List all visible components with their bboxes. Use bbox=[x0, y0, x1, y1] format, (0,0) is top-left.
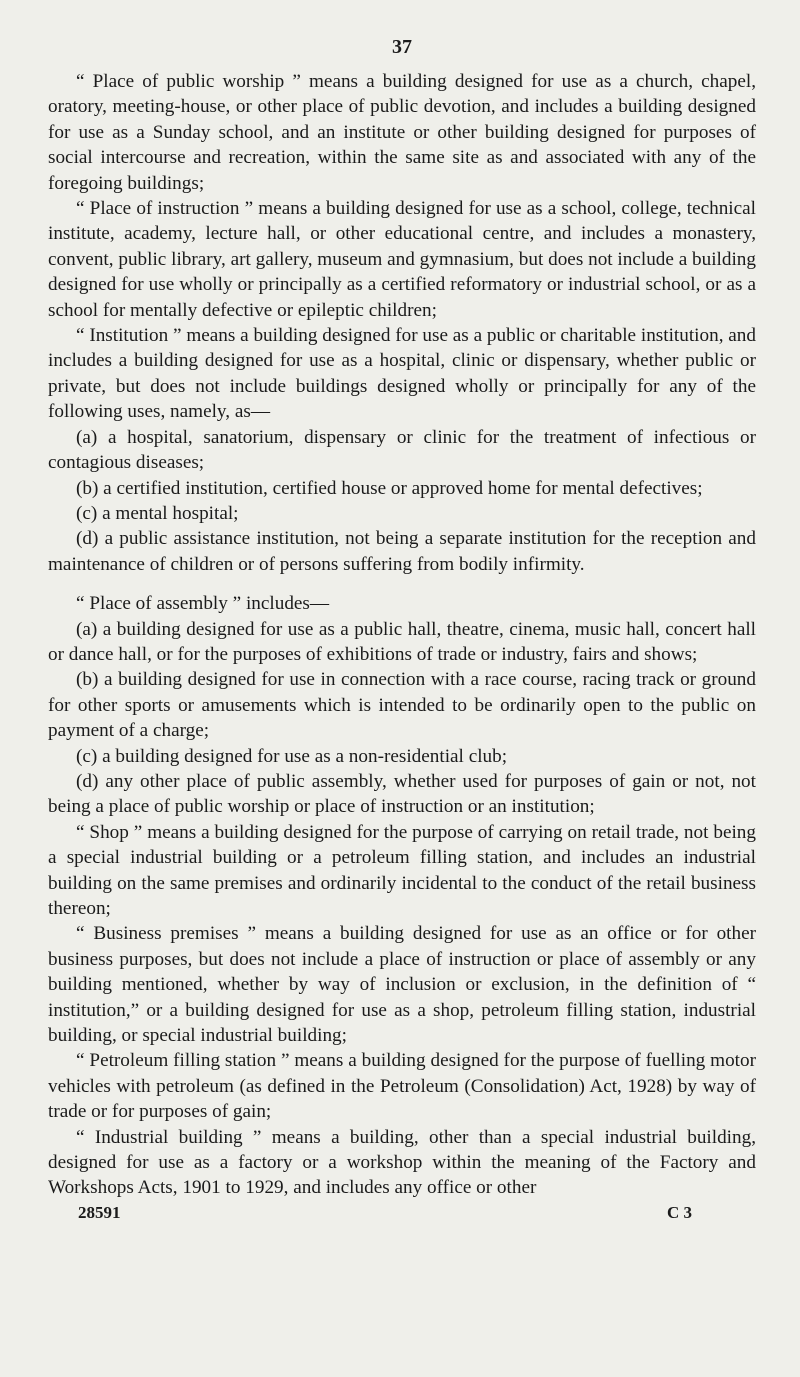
body-text bbox=[48, 69, 756, 1201]
clause-b: (b) a building designed for use in connection with a race course, racing track or ground for other sports or amusements which is intended to be ordinarily open to the public on payment of a charge; bbox=[48, 669, 756, 742]
definition-place-of-assembly: “ Place of assembly ” includes— bbox=[76, 593, 330, 615]
definition-industrial-building: “ Industrial building ” means a building, other than a special industrial building, designed for use as a factory or a workshop within the meaning of the Factory and Workshops Acts, 1901 to 1929, and includes any office or other bbox=[48, 1126, 756, 1199]
page-footer bbox=[48, 1201, 756, 1223]
definition-petroleum-filling-station: “ Petroleum filling station ” means a building designed for the purpose of fuelling motor vehicles with petroleum (as defined in the Petroleum (Consolidation) Act, 1928) by way of trade or for purposes of gain; bbox=[48, 1050, 756, 1123]
definition-business-premises: “ Business premises ” means a building designed for use as an office or for other business purposes, but does not include a place of instruction or place of assembly or any building mentioned, whether by way of inclusion or exclusion, in the definition of “ institution,” or a building designed for use as a shop, petroleum filling station, industrial building, or special industrial building; bbox=[48, 923, 756, 1047]
clause-c: (c) a mental hospital; bbox=[76, 502, 239, 524]
clause-a: (a) a hospital, sanatorium, dispensary or clinic for the treatment of infectious or contagious diseases; bbox=[48, 426, 756, 474]
clause-d: (d) any other place of public assembly, whether used for purposes of gain or not, not being a place of public worship or place of instruction or an institution; bbox=[48, 770, 756, 818]
definition-institution: “ Institution ” means a building designed for use as a public or charitable institution, and includes a building designed for use as a hospital, clinic or dispensary, whether public or private, but does not include buildings designed wholly or principally for any of the following uses, namely, as— bbox=[48, 325, 756, 423]
clause-b: (b) a certified institution, certified house or approved home for mental defectives; bbox=[76, 477, 703, 499]
page-number: 37 bbox=[392, 36, 412, 58]
clause-d: (d) a public assistance institution, not being a separate institution for the reception and maintenance of children or of persons suffering from bodily infirmity. bbox=[48, 528, 756, 575]
clause-c: (c) a building designed for use as a non-residential club; bbox=[76, 745, 508, 767]
definition-place-of-instruction: “ Place of instruction ” means a building designed for use as a school, college, technical institute, academy, lecture hall, or other educational centre, and includes a monastery, convent, public library, art gallery, museum and gymnasium, but does not include a building designed for use wholly or principally as a certified reformatory or industrial school, or as a school for mentally defective or epileptic children; bbox=[48, 198, 756, 321]
definition-shop: “ Shop ” means a building designed for the purpose of carrying on retail trade, not being a special industrial building or a petroleum filling station, and includes an industrial building on the same premises and ordinarily incidental to the conduct of the retail business thereon; bbox=[48, 821, 756, 919]
definition-place-of-public-worship: “ Place of public worship ” means a building designed for use as a church, chapel, oratory, meeting-house, or other place of public devotion, and includes a building designed for use as a Sunday school, and an institute or other building designed for purposes of social intercourse and recreation, within the same site as and associated with any of the foregoing buildings; bbox=[48, 71, 756, 194]
signature-mark: C 3 bbox=[666, 1202, 692, 1222]
clause-a: (a) a building designed for use as a public hall, theatre, cinema, music hall, concert hall or dance hall, or for the purposes of exhibitions of trade or industry, fairs and shows; bbox=[48, 618, 756, 665]
print-code: 28591 bbox=[78, 1202, 121, 1222]
